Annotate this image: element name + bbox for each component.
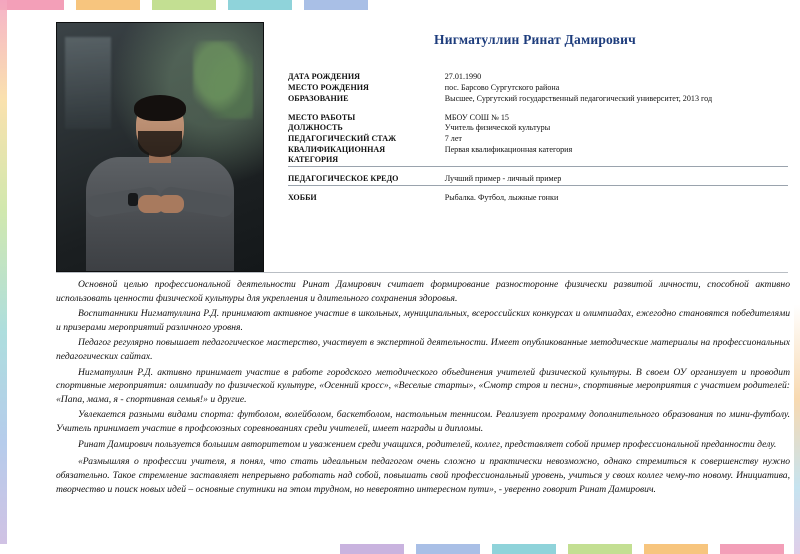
table-row xyxy=(288,83,788,94)
table-row xyxy=(288,134,788,145)
info-label-position: ДОЛЖНОСТЬ xyxy=(288,123,343,133)
info-label-qualification: КВАЛИФИКАЦИОННАЯ КАТЕГОРИЯ xyxy=(288,145,386,165)
portrait-photo xyxy=(56,22,264,272)
table-row xyxy=(288,174,788,185)
info-value-position: Учитель физической культуры xyxy=(444,123,551,133)
info-value-credo: Лучший пример - личный пример xyxy=(444,173,562,183)
info-value-experience: 7 лет xyxy=(444,134,462,144)
info-label-credo: ПЕДАГОГИЧЕСКОЕ КРЕДО xyxy=(288,173,399,183)
photo-person xyxy=(80,95,240,271)
paragraph-students: Воспитанники Нигматуллина Р.Д. принимают активное участие в школьных, муниципальных, всероссийских конкурсах и олимпиадах, ежегодно становятся победителями и призерами мероприятий различного уровня. xyxy=(56,308,790,333)
person-beard xyxy=(138,131,182,157)
paragraph-sports: Увлекается разными видами спорта: футболом, волейболом, баскетболом, настольным теннисом. Реализует программу дополнительного образования по мини-футболу. Учитель принимает участие в профсоюзных соревнованиях среди учителей, имеет награды и дипломы. xyxy=(56,409,790,435)
top-decorative-strip xyxy=(0,0,800,10)
info-value-qualification: Первая квалификационная категория xyxy=(444,145,573,155)
table-row xyxy=(288,72,788,83)
document-content xyxy=(0,10,800,544)
paragraph-goal: Основной целью профессиональной деятельности Ринат Дамирович считает формирование разносторонне физически развитой личности, способной активно использовать ценности физической культуры для укрепления и длительного сохранения здоровья. xyxy=(56,279,790,304)
bottom-decorative-strip xyxy=(0,544,800,554)
info-value-workplace: МБОУ СОШ № 15 xyxy=(444,112,509,122)
paragraph-quote: «Размышляя о профессии учителя, я понял, что стать идеальным педагогом очень сложно и практически невозможно, однако стремиться к совершенству нужно обязательно. Такое стремление заставляет непрерывно работать над собой, повышать свой профессиональный уровень, учиться у своих коллег чему-то новому. Инициатива, творчество и поиск новых идей – основные спутники на этом трудном, но невероятно интересном пути», - уверенно говорит Ринат Дамирович. xyxy=(56,456,790,495)
section-divider xyxy=(56,272,788,273)
table-row xyxy=(288,123,788,134)
person-wristwatch xyxy=(128,193,138,206)
info-value-education: Высшее, Сургутский государственный педагогический университет, 2013 год xyxy=(444,93,713,103)
info-label-birth-date: ДАТА РОЖДЕНИЯ xyxy=(288,72,360,81)
table-row xyxy=(288,113,788,124)
info-label-experience: ПЕДАГОГИЧЕСКИЙ СТАЖ xyxy=(288,134,397,144)
paragraph-development: Педагог регулярно повышает педагогическое мастерство, участвует в экспертной деятельности. Имеет опубликованные методические материалы на профессиональных педагогических сайтах. xyxy=(56,337,790,363)
paragraph-events: Нигматуллин Р.Д. активно принимает участие в работе городского методического объединения учителей физической культуры. В своем ОУ организует и проводит спортивные мероприятия: олимпиаду по физической культуре, «Осенний кросс», «Веселые старты», «Смотр строя и песни», спортивные мероприятия с участием родителей: «Папа, мама, я - спортивная семья!» и другие. xyxy=(56,366,790,405)
info-label-education: ОБРАЗОВАНИЕ xyxy=(288,93,349,103)
person-hair xyxy=(134,95,186,121)
table-divider xyxy=(288,166,788,174)
person-head xyxy=(136,97,184,155)
table-row xyxy=(288,94,788,105)
person-hand-right xyxy=(158,195,184,213)
table-row xyxy=(288,193,788,204)
paragraph-authority: Ринат Дамирович пользуется большим авторитетом и уважением среди учащихся, родителей, коллег, представляет собой пример профессиональной преданности делу. xyxy=(78,438,777,450)
table-row xyxy=(288,145,788,166)
table-divider xyxy=(288,185,788,193)
info-label-hobby: ХОББИ xyxy=(288,192,317,202)
info-value-birth-place: пос. Барсово Сургутского района xyxy=(444,82,560,92)
info-value-birth-date: 27.01.1990 xyxy=(444,72,482,81)
page-title: Нигматуллин Ринат Дамирович xyxy=(434,32,636,47)
info-label-workplace: МЕСТО РАБОТЫ xyxy=(288,112,356,122)
info-label-birth-place: МЕСТО РОЖДЕНИЯ xyxy=(288,82,369,92)
table-spacer xyxy=(288,105,788,113)
info-value-hobby: Рыбалка. Футбол, лыжные гонки xyxy=(444,192,559,202)
personal-info-table xyxy=(288,72,788,204)
biography-text xyxy=(56,278,790,498)
